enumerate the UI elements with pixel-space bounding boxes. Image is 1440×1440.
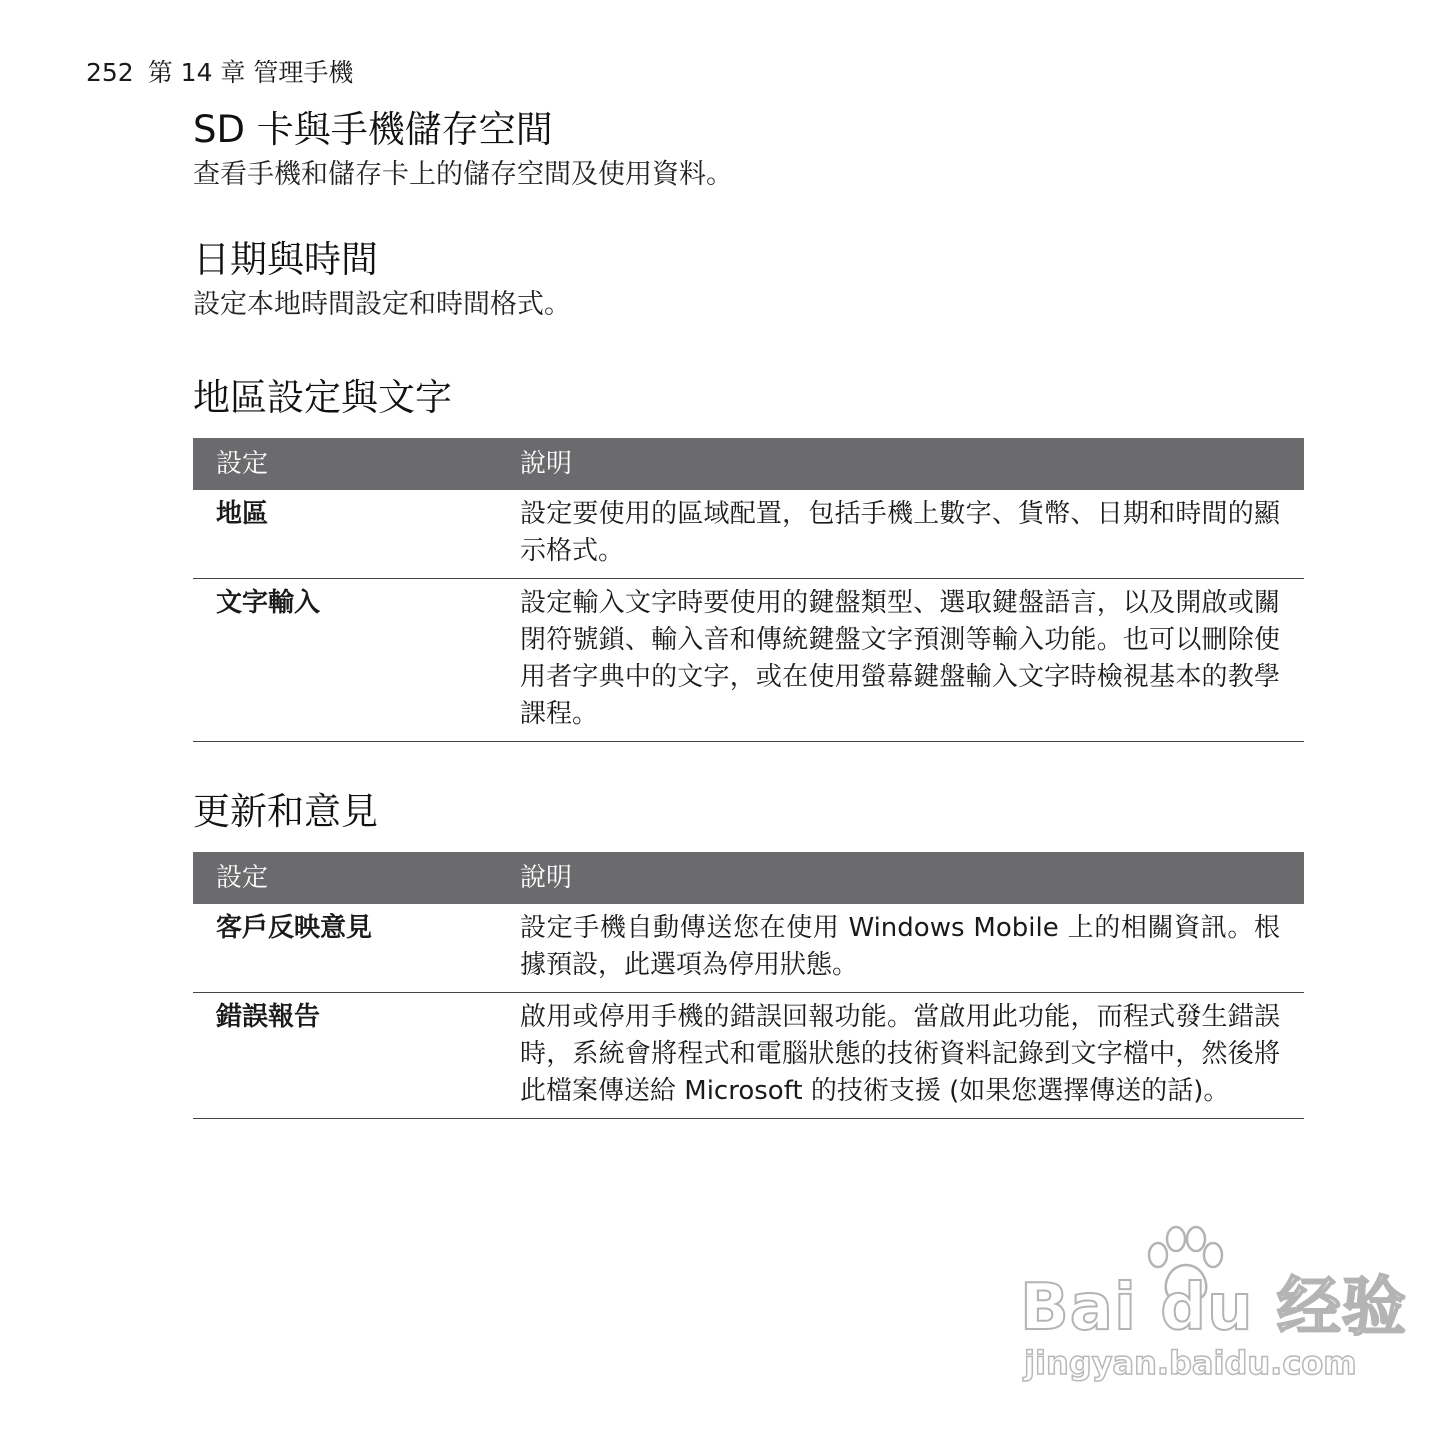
table-header-row (193, 852, 1304, 904)
column-header-description: 說明 (520, 438, 1304, 490)
table-row (193, 490, 1304, 579)
running-head (86, 55, 353, 91)
setting-description: 設定輸入文字時要使用的鍵盤類型、選取鍵盤語言，以及開啟或關閉符號鎖、輸入音和傳統鍵盤文字預測等輸入功能。也可以刪除使用者字典中的文字，或在使用螢幕鍵盤輸入文字時檢視基本的教學課程。 (520, 579, 1304, 742)
table-header-row (193, 438, 1304, 490)
watermark-logo-text: Bai du 经验 (1020, 1271, 1407, 1345)
table-row (193, 579, 1304, 742)
section-title-datetime: 日期與時間 (193, 238, 378, 281)
page-content (193, 104, 1304, 1119)
table-row (193, 993, 1304, 1119)
section-storage (193, 104, 1304, 194)
section-desc-datetime: 設定本地時間設定和時間格式。 (193, 289, 571, 320)
regional-settings-table (193, 438, 1304, 742)
watermark-url: jingyan.baidu.com (1024, 1344, 1357, 1382)
column-header-description: 說明 (520, 852, 1304, 904)
column-header-setting: 設定 (193, 438, 520, 490)
page-number: 252 (86, 58, 134, 87)
setting-description: 啟用或停用手機的錯誤回報功能。當啟用此功能，而程式發生錯誤時，系統會將程式和電腦狀態的技術資料記錄到文字檔中，然後將此檔案傳送給 Microsoft 的技術支援 (如果您選擇傳送的話)。 (520, 993, 1304, 1119)
setting-name: 地區 (193, 490, 520, 579)
section-title-storage: SD 卡與手機儲存空間 (193, 108, 553, 151)
section-title-updates: 更新和意見 (193, 790, 378, 833)
section-title-regional: 地區設定與文字 (193, 376, 452, 419)
setting-name: 文字輸入 (193, 579, 520, 742)
column-header-setting: 設定 (193, 852, 520, 904)
section-updates (193, 786, 1304, 1119)
section-regional (193, 372, 1304, 742)
table-row (193, 904, 1304, 993)
setting-description: 設定要使用的區域配置，包括手機上數字、貨幣、日期和時間的顯示格式。 (520, 490, 1304, 579)
baidu-watermark (1020, 1225, 1407, 1385)
setting-name: 錯誤報告 (193, 993, 520, 1119)
updates-settings-table (193, 852, 1304, 1119)
setting-description: 設定手機自動傳送您在使用 Windows Mobile 上的相關資訊。根據預設，此選項為停用狀態。 (520, 904, 1304, 993)
chapter-title: 第 14 章 管理手機 (147, 58, 354, 87)
setting-name: 客戶反映意見 (193, 904, 520, 993)
section-datetime (193, 234, 1304, 324)
section-desc-storage: 查看手機和儲存卡上的儲存空間及使用資料。 (193, 159, 733, 190)
